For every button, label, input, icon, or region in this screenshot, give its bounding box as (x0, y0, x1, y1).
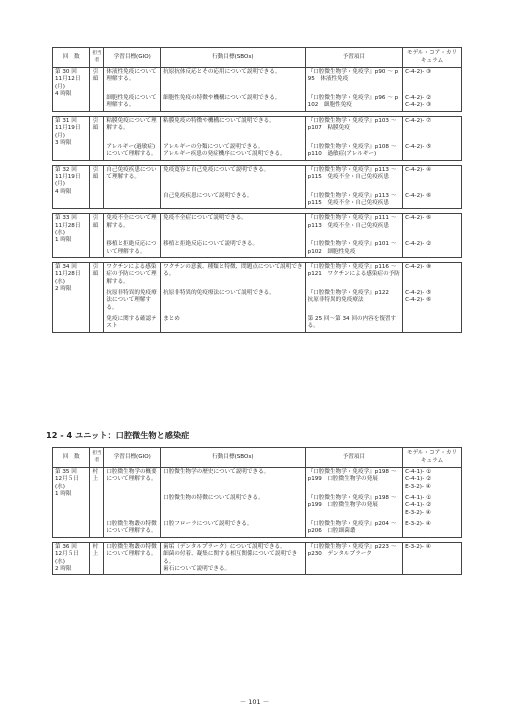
gio-cell: 免疫不全について理解する。 移植と拒絶反応について理解する。 (104, 214, 161, 258)
table-row (53, 468, 462, 538)
model-core-cell: E-3-2)- ④ (403, 542, 462, 575)
schedule-table-2 (52, 447, 462, 575)
yoshu-cell: 『口腔微生物学・免疫学』p90 ～ p95 体液性免疫 『口腔微生物学・免疫学』p96 ～ p102 細胞性免疫 (305, 68, 402, 112)
header-sbo: 行動目標(SBOs) (161, 48, 306, 68)
sbo-cell: 粘膜免疫の特徴や機構について説明できる。 アレルギーの分類について説明できる。 アレルギー疾患の発症機序について説明できる。 (161, 116, 306, 160)
lecture-number-date: 第 33 回 11月28日 (水) 1 時限 (53, 214, 90, 258)
instructor: 引頭 (90, 68, 104, 112)
sbo-cell: 歯垢（デンタルプラーク）について説明できる。 細菌の付着、凝集に関する相互関係について説明できる。 歯石について説明できる。 (161, 542, 306, 575)
sbo-cell: 口腔微生物学の歴史について説明できる。 口腔微生物の特徴について説明できる。 口腔フローラについて説明できる。 (161, 468, 306, 538)
sbo-cell: 免疫寛容と自己免疫について説明できる。 自己免疫疾患について説明できる。 (161, 165, 306, 209)
header-model: モデル・コア・カリキュラム (403, 48, 462, 68)
table-row (53, 116, 462, 160)
lecture-number-date: 第 31 回 11月19日 (月) 3 時限 (53, 116, 90, 160)
header-yoshu: 予習項目 (305, 448, 402, 468)
header-yoshu: 予習項目 (305, 48, 402, 68)
table-header (53, 48, 462, 68)
instructor: 引頭 (90, 165, 104, 209)
model-core-cell: C-4-1)- ① C-4-1)- ② E-3-2)- ④ C-4-1)- ① C-4-1)- ② E-3-2)- ④ E-3-2)- ④ (403, 468, 462, 538)
yoshu-cell: 『口腔微生物学・免疫学』p116 ～ p121 ワクチンによる感染症の予防 『口腔微生物学・免疫学』p122 抗原非特異的免疫療法 第 25 回～第 34 回の内容を復習する。 (305, 263, 402, 333)
gio-cell: 口腔微生物学の概要について理解する。 口腔微生物叢の特徴について理解する。 (104, 468, 161, 538)
sbo-cell: 免疫不全症について説明できる。 移植と拒絶反応について説明できる。 (161, 214, 306, 258)
schedule-table-1 (52, 47, 462, 333)
yoshu-cell: 『口腔微生物学・免疫学』p111 ～ p113 免疫不全・自己免疫疾患 『口腔微生物学・免疫学』p101 ～ p102 細胞性免疫 (305, 214, 402, 258)
header-gio: 学習目標(GIO) (104, 48, 161, 68)
model-core-cell: C-4-2)- ③ C-4-2)- ② C-4-2)- ③ (403, 68, 462, 112)
header-tanto: 担当者 (90, 48, 104, 68)
gio-cell: 体液性免疫について理解する。 細胞性免疫について理解する。 (104, 68, 161, 112)
table-row (53, 68, 462, 112)
sbo-cell: ワクチンの意義、種類と特徴、問題点について説明できる。 抗原非特異的免疫療法について説明できる。 まとめ (161, 263, 306, 333)
model-core-cell: C-4-2)- ⑧ C-4-2)- ⑤ C-4-2)- ⑥ (403, 263, 462, 333)
gio-cell: ワクチンによる感染症の予防について理解する。 抗原非特異的免疫療法について理解する。 免疫に関する確認テスト (104, 263, 161, 333)
instructor: 村上 (90, 542, 104, 575)
gio-cell: 口腔微生物叢の特徴について理解する。 (104, 542, 161, 575)
yoshu-cell: 『口腔微生物学・免疫学』p113 ～ p115 免疫不全・自己免疫疾患 『口腔微生物学・免疫学』p113 ～ p115 免疫不全・自己免疫疾患 (305, 165, 402, 209)
table-row (53, 263, 462, 333)
yoshu-cell: 『口腔微生物学・免疫学』p198 ～ p199 口腔微生物学の発展 『口腔微生物学・免疫学』p198 ～ p199 口腔微生物学の発展 『口腔微生物学・免疫学』p204 ～ p206 口腔細菌叢 (305, 468, 402, 538)
lecture-number-date: 第 30 回 11月12日 (月) 4 時限 (53, 68, 90, 112)
lecture-number-date: 第 36 回 12月５日 (水) 2 時限 (53, 542, 90, 575)
model-core-cell: C-4-2)- ⑥ C-4-2)- ② (403, 214, 462, 258)
lecture-number-date: 第 34 回 11月28日 (水) 2 時限 (53, 263, 90, 333)
instructor: 村上 (90, 468, 104, 538)
instructor: 引頭 (90, 263, 104, 333)
yoshu-cell: 『口腔微生物学・免疫学』p223 ～ p230 デンタルプラーク (305, 542, 402, 575)
header-model: モデル・コア・カリキュラム (403, 448, 462, 468)
page-number: － 101 － (239, 698, 270, 706)
table-row (53, 542, 462, 575)
yoshu-cell: 『口腔微生物学・免疫学』p103 ～ p107 粘膜免疫 『口腔微生物学・免疫学』p108 ～ p110 過敏症(アレルギー) (305, 116, 402, 160)
sbo-cell: 抗原抗体反応とその応用について説明できる。 細胞性免疫の特徴や機構について説明できる。 (161, 68, 306, 112)
lecture-number-date: 第 35 回 12月５日 (水) 1 時限 (53, 468, 90, 538)
header-sbo: 行動目標(SBOs) (161, 448, 306, 468)
header-kai: 回 数 (53, 448, 90, 468)
header-gio: 学習目標(GIO) (104, 448, 161, 468)
table-header (53, 448, 462, 468)
section-title: 12 - 4 ユニット：口腔微生物と感染症 (46, 430, 190, 440)
model-core-cell: C-4-2)- ⑦ C-4-2)- ⑤ (403, 116, 462, 160)
lecture-number-date: 第 32 回 11月19日 (月) 4 時限 (53, 165, 90, 209)
gio-cell: 粘膜免疫について理解する。 アレルギー(過敏症)について理解する。 (104, 116, 161, 160)
model-core-cell: C-4-2)- ④ C-4-2)- ⑥ (403, 165, 462, 209)
instructor: 引頭 (90, 116, 104, 160)
header-kai: 回 数 (53, 48, 90, 68)
table-row (53, 165, 462, 209)
table-row (53, 214, 462, 258)
header-tanto: 担当者 (90, 448, 104, 468)
gio-cell: 自己免疫疾患について理解する。 (104, 165, 161, 209)
instructor: 引頭 (90, 214, 104, 258)
